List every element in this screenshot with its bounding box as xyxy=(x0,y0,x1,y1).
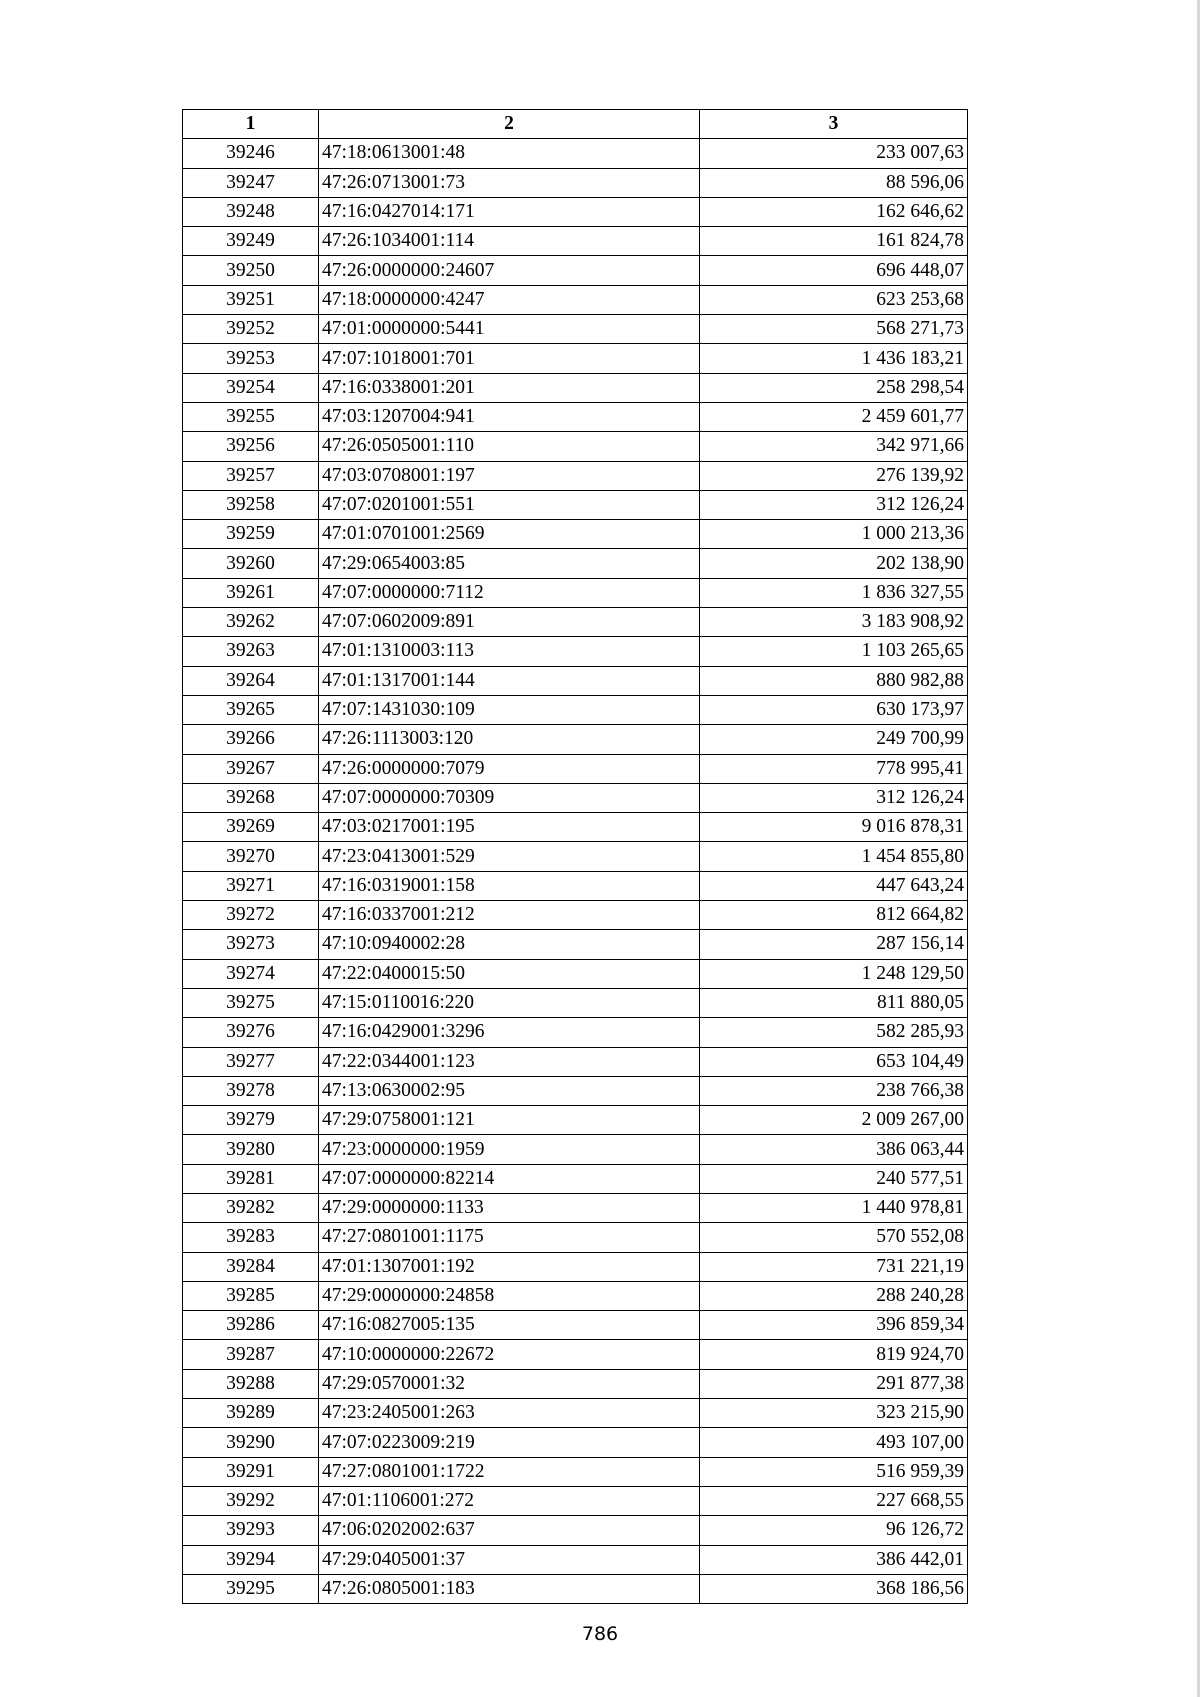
value-cell: 288 240,28 xyxy=(700,1281,968,1310)
cadastral-number-cell: 47:01:0701001:2569 xyxy=(319,520,700,549)
row-number-cell: 39280 xyxy=(183,1135,319,1164)
cadastral-number-cell: 47:29:0405001:37 xyxy=(319,1545,700,1574)
cadastral-number-cell: 47:23:2405001:263 xyxy=(319,1399,700,1428)
cadastral-number-cell: 47:16:0337001:212 xyxy=(319,901,700,930)
data-table xyxy=(182,109,968,1604)
table-row xyxy=(183,959,968,988)
cadastral-number-cell: 47:26:0805001:183 xyxy=(319,1574,700,1603)
value-cell: 778 995,41 xyxy=(700,754,968,783)
row-number-cell: 39273 xyxy=(183,930,319,959)
value-cell: 323 215,90 xyxy=(700,1399,968,1428)
cadastral-number-cell: 47:03:1207004:941 xyxy=(319,402,700,431)
value-cell: 2 009 267,00 xyxy=(700,1106,968,1135)
value-cell: 88 596,06 xyxy=(700,168,968,197)
row-number-cell: 39260 xyxy=(183,549,319,578)
row-number-cell: 39256 xyxy=(183,432,319,461)
row-number-cell: 39291 xyxy=(183,1457,319,1486)
table-row xyxy=(183,432,968,461)
value-cell: 249 700,99 xyxy=(700,725,968,754)
row-number-cell: 39253 xyxy=(183,344,319,373)
row-number-cell: 39268 xyxy=(183,783,319,812)
cadastral-number-cell: 47:01:1317001:144 xyxy=(319,666,700,695)
cadastral-number-cell: 47:22:0344001:123 xyxy=(319,1047,700,1076)
row-number-cell: 39249 xyxy=(183,227,319,256)
row-number-cell: 39251 xyxy=(183,285,319,314)
value-cell: 291 877,38 xyxy=(700,1369,968,1398)
row-number-cell: 39278 xyxy=(183,1076,319,1105)
table-row xyxy=(183,901,968,930)
table-row xyxy=(183,227,968,256)
table-row xyxy=(183,344,968,373)
value-cell: 368 186,56 xyxy=(700,1574,968,1603)
value-cell: 287 156,14 xyxy=(700,930,968,959)
table-row xyxy=(183,256,968,285)
row-number-cell: 39293 xyxy=(183,1516,319,1545)
value-cell: 240 577,51 xyxy=(700,1164,968,1193)
row-number-cell: 39272 xyxy=(183,901,319,930)
table-row xyxy=(183,1545,968,1574)
value-cell: 447 643,24 xyxy=(700,871,968,900)
table-row xyxy=(183,1457,968,1486)
row-number-cell: 39295 xyxy=(183,1574,319,1603)
cadastral-number-cell: 47:10:0000000:22672 xyxy=(319,1340,700,1369)
value-cell: 568 271,73 xyxy=(700,315,968,344)
cadastral-number-cell: 47:23:0413001:529 xyxy=(319,842,700,871)
value-cell: 493 107,00 xyxy=(700,1428,968,1457)
table-row xyxy=(183,813,968,842)
cadastral-number-cell: 47:01:1307001:192 xyxy=(319,1252,700,1281)
cadastral-number-cell: 47:15:0110016:220 xyxy=(319,988,700,1017)
table-row xyxy=(183,373,968,402)
row-number-cell: 39271 xyxy=(183,871,319,900)
row-number-cell: 39255 xyxy=(183,402,319,431)
value-cell: 653 104,49 xyxy=(700,1047,968,1076)
value-cell: 96 126,72 xyxy=(700,1516,968,1545)
row-number-cell: 39248 xyxy=(183,197,319,226)
column-header-2: 2 xyxy=(319,110,700,139)
cadastral-number-cell: 47:03:0708001:197 xyxy=(319,461,700,490)
value-cell: 811 880,05 xyxy=(700,988,968,1017)
table-row xyxy=(183,1486,968,1515)
cadastral-number-cell: 47:22:0400015:50 xyxy=(319,959,700,988)
table-row xyxy=(183,1076,968,1105)
row-number-cell: 39246 xyxy=(183,139,319,168)
row-number-cell: 39247 xyxy=(183,168,319,197)
value-cell: 880 982,88 xyxy=(700,666,968,695)
column-header-3: 3 xyxy=(700,110,968,139)
row-number-cell: 39266 xyxy=(183,725,319,754)
value-cell: 238 766,38 xyxy=(700,1076,968,1105)
table-row xyxy=(183,1516,968,1545)
row-number-cell: 39262 xyxy=(183,608,319,637)
page-number: 786 xyxy=(581,1623,619,1645)
cadastral-number-cell: 47:29:0570001:32 xyxy=(319,1369,700,1398)
table-row xyxy=(183,168,968,197)
value-cell: 819 924,70 xyxy=(700,1340,968,1369)
table-row xyxy=(183,725,968,754)
table-row xyxy=(183,637,968,666)
value-cell: 9 016 878,31 xyxy=(700,813,968,842)
value-cell: 2 459 601,77 xyxy=(700,402,968,431)
table-row xyxy=(183,1252,968,1281)
table-row xyxy=(183,1369,968,1398)
cadastral-number-cell: 47:16:0827005:135 xyxy=(319,1311,700,1340)
row-number-cell: 39254 xyxy=(183,373,319,402)
cadastral-number-cell: 47:07:0000000:70309 xyxy=(319,783,700,812)
cadastral-number-cell: 47:07:0223009:219 xyxy=(319,1428,700,1457)
row-number-cell: 39261 xyxy=(183,578,319,607)
value-cell: 161 824,78 xyxy=(700,227,968,256)
row-number-cell: 39275 xyxy=(183,988,319,1017)
row-number-cell: 39265 xyxy=(183,695,319,724)
row-number-cell: 39250 xyxy=(183,256,319,285)
table-row xyxy=(183,490,968,519)
value-cell: 1 440 978,81 xyxy=(700,1193,968,1222)
row-number-cell: 39263 xyxy=(183,637,319,666)
table-body xyxy=(183,139,968,1604)
table-row xyxy=(183,578,968,607)
table-row xyxy=(183,1399,968,1428)
row-number-cell: 39258 xyxy=(183,490,319,519)
table-row xyxy=(183,1223,968,1252)
row-number-cell: 39267 xyxy=(183,754,319,783)
row-number-cell: 39287 xyxy=(183,1340,319,1369)
row-number-cell: 39284 xyxy=(183,1252,319,1281)
cadastral-number-cell: 47:26:0713001:73 xyxy=(319,168,700,197)
table-row xyxy=(183,1164,968,1193)
cadastral-number-cell: 47:01:1106001:272 xyxy=(319,1486,700,1515)
row-number-cell: 39277 xyxy=(183,1047,319,1076)
cadastral-number-cell: 47:07:1018001:701 xyxy=(319,344,700,373)
cadastral-number-cell: 47:23:0000000:1959 xyxy=(319,1135,700,1164)
table-row xyxy=(183,1574,968,1603)
row-number-cell: 39257 xyxy=(183,461,319,490)
cadastral-number-cell: 47:26:1113003:120 xyxy=(319,725,700,754)
value-cell: 276 139,92 xyxy=(700,461,968,490)
table-row xyxy=(183,1047,968,1076)
cadastral-number-cell: 47:01:1310003:113 xyxy=(319,637,700,666)
table-row xyxy=(183,520,968,549)
cadastral-number-cell: 47:07:0000000:7112 xyxy=(319,578,700,607)
cadastral-number-cell: 47:18:0000000:4247 xyxy=(319,285,700,314)
row-number-cell: 39282 xyxy=(183,1193,319,1222)
cadastral-number-cell: 47:07:1431030:109 xyxy=(319,695,700,724)
value-cell: 630 173,97 xyxy=(700,695,968,724)
row-number-cell: 39286 xyxy=(183,1311,319,1340)
table-row xyxy=(183,842,968,871)
cadastral-number-cell: 47:26:0000000:24607 xyxy=(319,256,700,285)
table-row xyxy=(183,1311,968,1340)
table-row xyxy=(183,754,968,783)
cadastral-number-cell: 47:26:0505001:110 xyxy=(319,432,700,461)
value-cell: 516 959,39 xyxy=(700,1457,968,1486)
value-cell: 582 285,93 xyxy=(700,1018,968,1047)
table-row xyxy=(183,930,968,959)
value-cell: 233 007,63 xyxy=(700,139,968,168)
cadastral-number-cell: 47:07:0602009:891 xyxy=(319,608,700,637)
table-row xyxy=(183,285,968,314)
table-row xyxy=(183,666,968,695)
value-cell: 812 664,82 xyxy=(700,901,968,930)
value-cell: 623 253,68 xyxy=(700,285,968,314)
row-number-cell: 39259 xyxy=(183,520,319,549)
row-number-cell: 39270 xyxy=(183,842,319,871)
cadastral-number-cell: 47:13:0630002:95 xyxy=(319,1076,700,1105)
table-row xyxy=(183,1281,968,1310)
table-row xyxy=(183,1106,968,1135)
cadastral-number-cell: 47:03:0217001:195 xyxy=(319,813,700,842)
value-cell: 1 103 265,65 xyxy=(700,637,968,666)
value-cell: 570 552,08 xyxy=(700,1223,968,1252)
table-row xyxy=(183,988,968,1017)
value-cell: 1 454 855,80 xyxy=(700,842,968,871)
row-number-cell: 39269 xyxy=(183,813,319,842)
cadastral-number-cell: 47:27:0801001:1175 xyxy=(319,1223,700,1252)
row-number-cell: 39294 xyxy=(183,1545,319,1574)
row-number-cell: 39276 xyxy=(183,1018,319,1047)
table-row xyxy=(183,1193,968,1222)
cadastral-number-cell: 47:26:1034001:114 xyxy=(319,227,700,256)
value-cell: 1 248 129,50 xyxy=(700,959,968,988)
cadastral-number-cell: 47:01:0000000:5441 xyxy=(319,315,700,344)
cadastral-number-cell: 47:18:0613001:48 xyxy=(319,139,700,168)
value-cell: 731 221,19 xyxy=(700,1252,968,1281)
value-cell: 312 126,24 xyxy=(700,783,968,812)
value-cell: 1 836 327,55 xyxy=(700,578,968,607)
cadastral-number-cell: 47:29:0654003:85 xyxy=(319,549,700,578)
cadastral-number-cell: 47:07:0201001:551 xyxy=(319,490,700,519)
value-cell: 1 436 183,21 xyxy=(700,344,968,373)
cadastral-number-cell: 47:29:0758001:121 xyxy=(319,1106,700,1135)
row-number-cell: 39285 xyxy=(183,1281,319,1310)
table-row xyxy=(183,549,968,578)
value-cell: 258 298,54 xyxy=(700,373,968,402)
cadastral-number-cell: 47:07:0000000:82214 xyxy=(319,1164,700,1193)
table-row xyxy=(183,461,968,490)
column-header-1: 1 xyxy=(183,110,319,139)
row-number-cell: 39289 xyxy=(183,1399,319,1428)
table-row xyxy=(183,139,968,168)
row-number-cell: 39264 xyxy=(183,666,319,695)
table-row xyxy=(183,783,968,812)
table-row xyxy=(183,1135,968,1164)
cadastral-number-cell: 47:27:0801001:1722 xyxy=(319,1457,700,1486)
row-number-cell: 39274 xyxy=(183,959,319,988)
value-cell: 342 971,66 xyxy=(700,432,968,461)
value-cell: 1 000 213,36 xyxy=(700,520,968,549)
value-cell: 227 668,55 xyxy=(700,1486,968,1515)
table-row xyxy=(183,695,968,724)
cadastral-number-cell: 47:29:0000000:24858 xyxy=(319,1281,700,1310)
table-row xyxy=(183,1428,968,1457)
table-row xyxy=(183,871,968,900)
value-cell: 386 442,01 xyxy=(700,1545,968,1574)
row-number-cell: 39288 xyxy=(183,1369,319,1398)
value-cell: 396 859,34 xyxy=(700,1311,968,1340)
table-row xyxy=(183,402,968,431)
cadastral-number-cell: 47:16:0319001:158 xyxy=(319,871,700,900)
row-number-cell: 39252 xyxy=(183,315,319,344)
cadastral-number-cell: 47:16:0427014:171 xyxy=(319,197,700,226)
table-row xyxy=(183,197,968,226)
cadastral-number-cell: 47:29:0000000:1133 xyxy=(319,1193,700,1222)
row-number-cell: 39283 xyxy=(183,1223,319,1252)
table-row xyxy=(183,1340,968,1369)
table-header-row xyxy=(183,110,968,139)
row-number-cell: 39292 xyxy=(183,1486,319,1515)
cadastral-number-cell: 47:10:0940002:28 xyxy=(319,930,700,959)
cadastral-number-cell: 47:16:0429001:3296 xyxy=(319,1018,700,1047)
value-cell: 202 138,90 xyxy=(700,549,968,578)
table-row xyxy=(183,608,968,637)
cadastral-number-cell: 47:26:0000000:7079 xyxy=(319,754,700,783)
cadastral-number-cell: 47:06:0202002:637 xyxy=(319,1516,700,1545)
value-cell: 386 063,44 xyxy=(700,1135,968,1164)
value-cell: 162 646,62 xyxy=(700,197,968,226)
row-number-cell: 39290 xyxy=(183,1428,319,1457)
row-number-cell: 39279 xyxy=(183,1106,319,1135)
value-cell: 3 183 908,92 xyxy=(700,608,968,637)
table-row xyxy=(183,1018,968,1047)
table-row xyxy=(183,315,968,344)
value-cell: 696 448,07 xyxy=(700,256,968,285)
cadastral-number-cell: 47:16:0338001:201 xyxy=(319,373,700,402)
value-cell: 312 126,24 xyxy=(700,490,968,519)
row-number-cell: 39281 xyxy=(183,1164,319,1193)
